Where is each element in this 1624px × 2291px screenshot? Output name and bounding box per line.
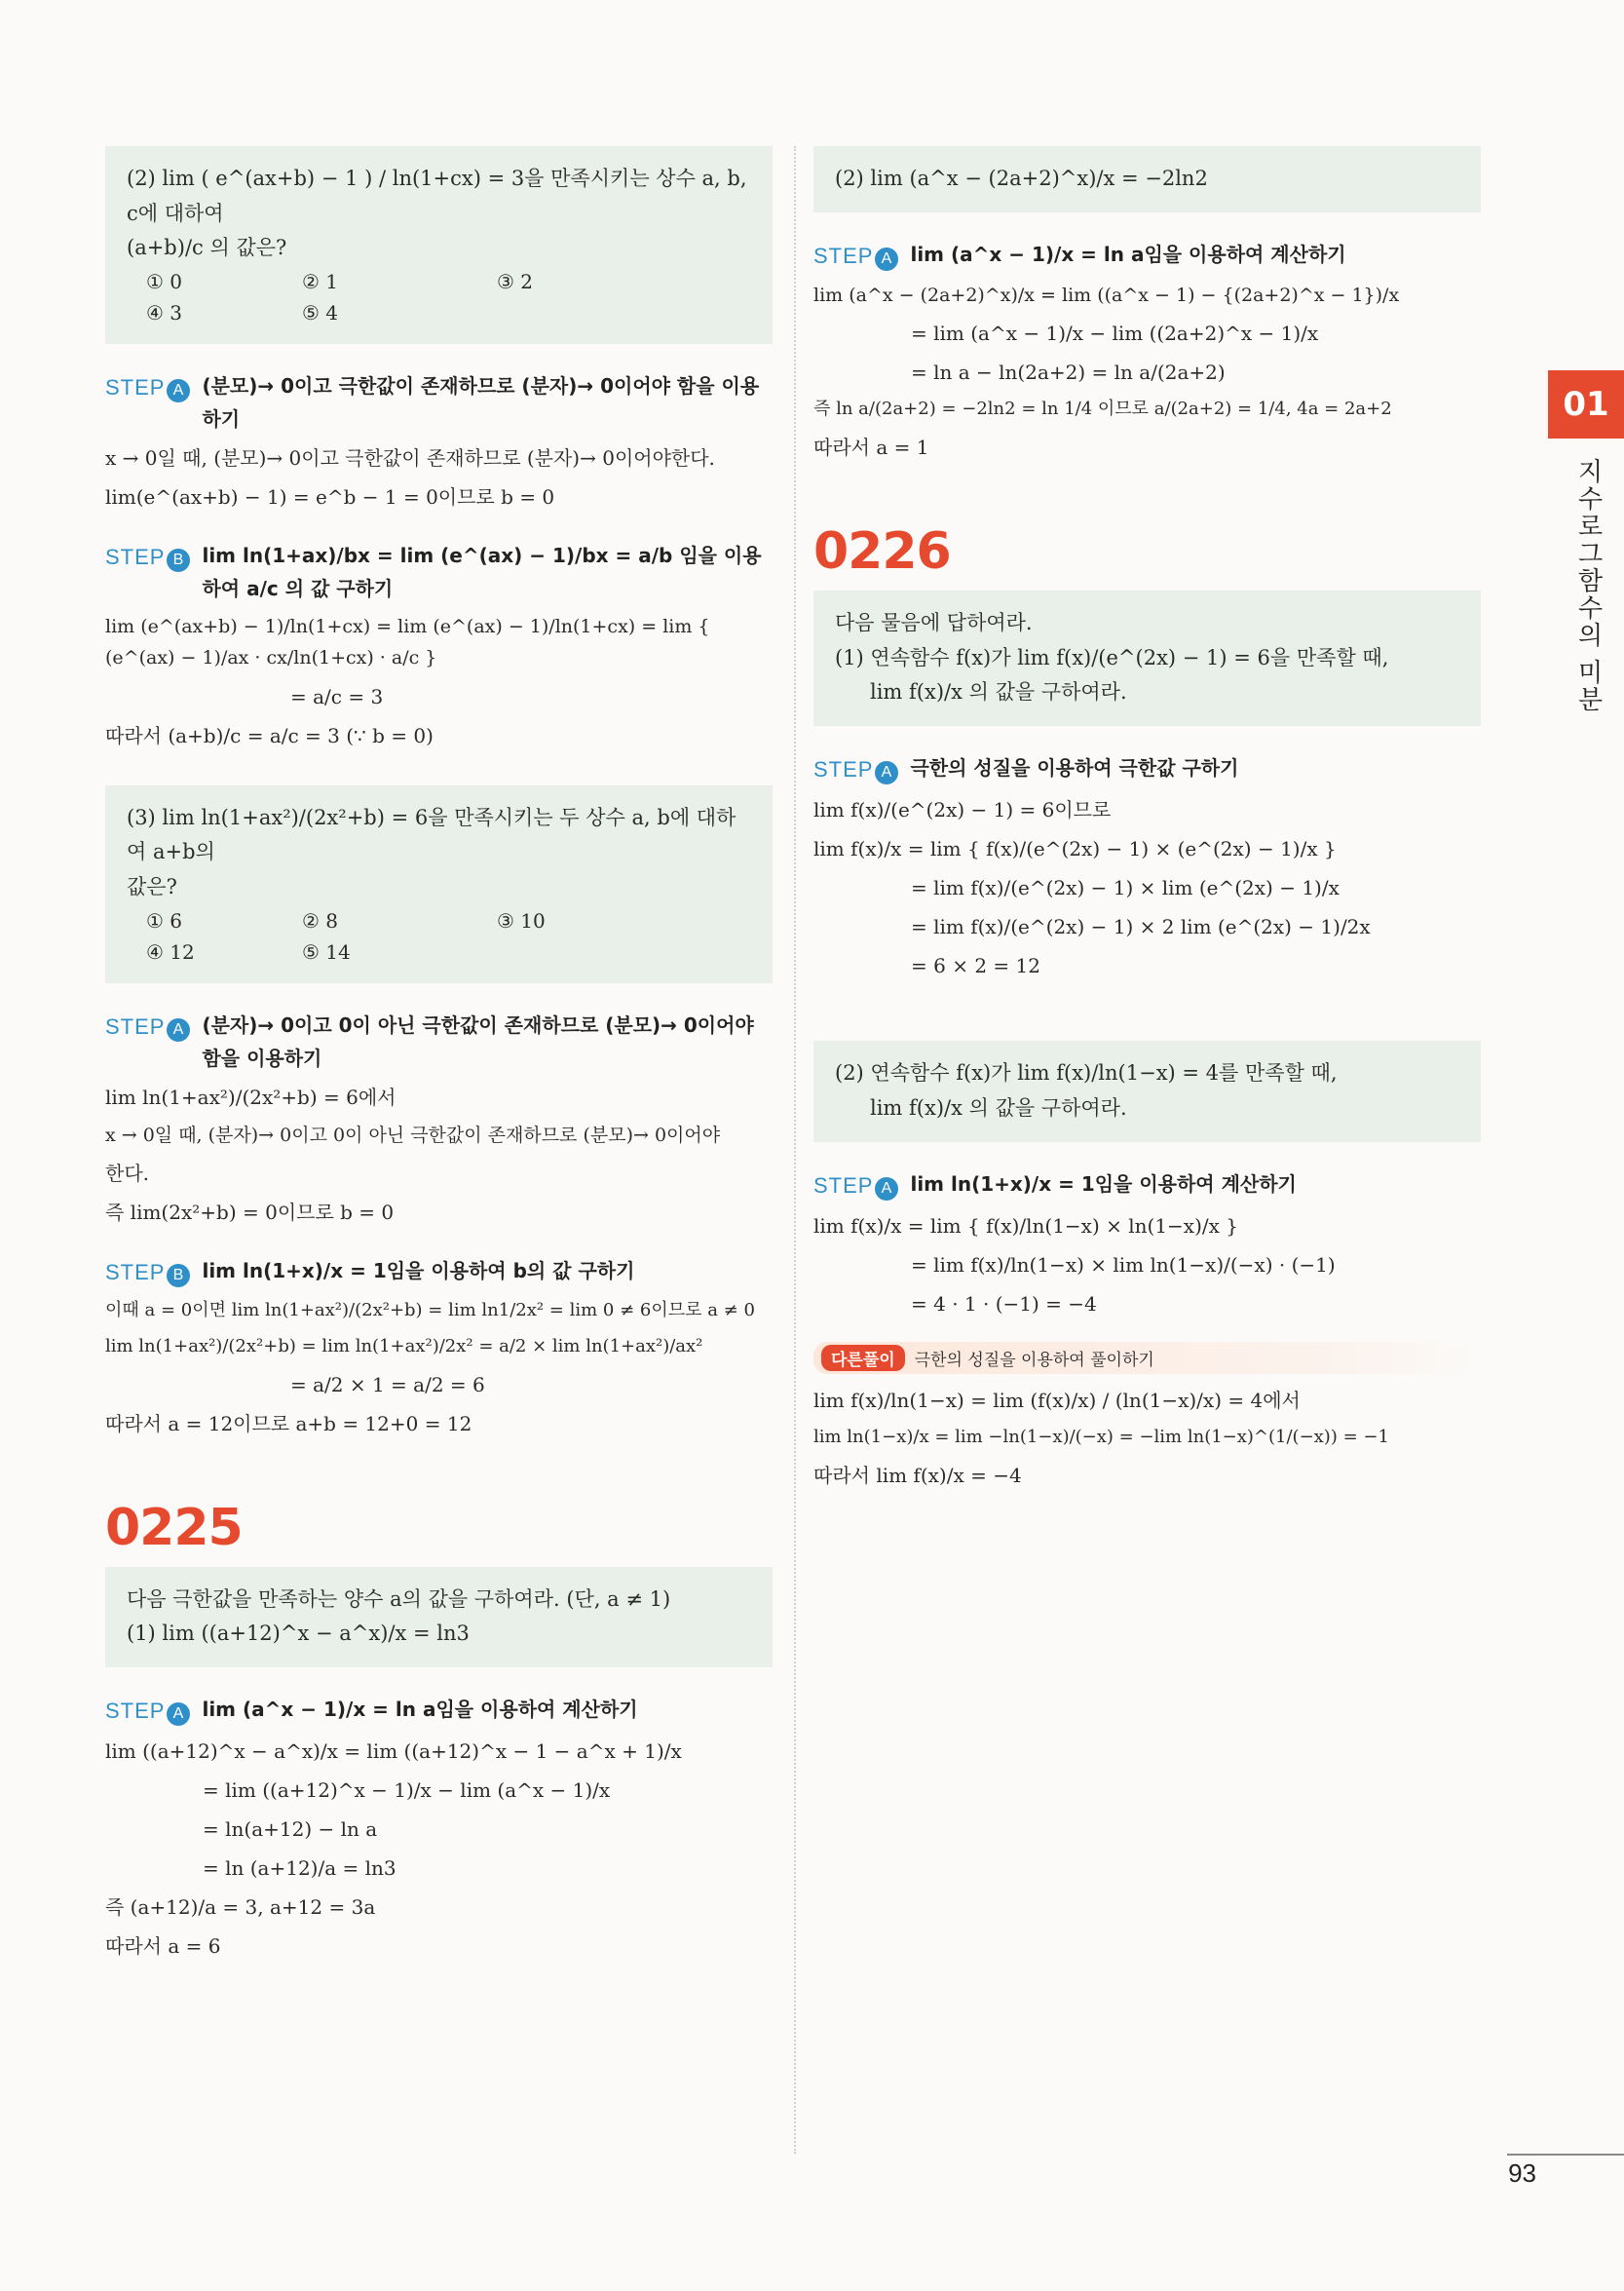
step-title: (분자)→ 0이고 0이 아닌 극한값이 존재하므로 (분모)→ 0이어야 함을 이용하기 [202,1012,754,1070]
choice-4: ④ 3 [146,301,183,325]
right-column [813,146,1481,1498]
alternative-solution-tag: 다른풀이 [821,1345,905,1371]
solution-line: = ln(a+12) − ln a [203,1817,378,1842]
solution-line: 한다. [105,1162,149,1186]
solution-line: lim f(x)/x = lim { f(x)/ln(1−x) × ln(1−x)/x } [813,1214,1238,1239]
solution-line: = ln a − ln(2a+2) = ln a/(2a+2) [911,361,1226,385]
solution-line: lim ln(1−x)/x = lim −ln(1−x)/(−x) = −lim ln(1−x)^(1/(−x)) = −1 [813,1427,1389,1448]
solution-line: = lim f(x)/ln(1−x) × lim ln(1−x)/(−x) · (−1) [911,1253,1336,1278]
conclusion-line: 따라서 (a+b)/c = a/c = 3 (∵ b = 0) [105,723,434,747]
step-title: lim ln(1+x)/x = 1임을 이용하여 계산하기 [910,1171,1297,1196]
step-title: lim ln(1+x)/x = 1임을 이용하여 b의 값 구하기 [202,1259,635,1283]
left-column [105,146,773,1968]
solution-line: lim f(x)/x = lim { f(x)/(e^(2x) − 1) × (e^(2x) − 1)/x } [813,837,1337,861]
question-text: (a+b)/c 의 값은? [127,236,287,260]
question-text: (1) 연속함수 f(x)가 lim f(x)/(e^(2x) − 1) = 6을 만족할 때, [835,645,1389,669]
page-number-rule [1507,2154,1624,2156]
conclusion-line: 따라서 a = 6 [105,1934,221,1959]
solution-line: = a/2 × 1 = a/2 = 6 [290,1372,485,1396]
step-label: STEP A [813,1167,898,1203]
step-title: (분모)→ 0이고 극한값이 존재하므로 (분자)→ 0이어야 함을 이용하기 [202,374,760,432]
choice-2: ② 8 [302,908,339,933]
solution-line: lim(e^(ax+b) − 1) = e^b − 1 = 0이므로 b = 0 [105,485,555,510]
step-label: STEP A [105,369,190,405]
solution-line: = a/c = 3 [290,684,384,708]
choice-2: ② 1 [302,270,339,294]
step-label: STEP B [105,539,190,575]
question-box-2 [813,146,1481,212]
solution-line: lim ln(1+ax²)/(2x²+b) = lim ln(1+ax²)/2x² = a/2 × lim ln(1+ax²)/ax² [105,1336,703,1356]
alternative-solution-title: 극한의 성질을 이용하여 풀이하기 [914,1351,1154,1371]
problem-number: 0225 [105,1498,243,1557]
solution-step-a [105,369,773,514]
choice-list [146,905,751,968]
conclusion-line: 따라서 a = 12이므로 a+b = 12+0 = 12 [105,1411,472,1435]
step-title: lim (a^x − 1)/x = ln a임을 이용하여 계산하기 [202,1697,638,1721]
question-text: 값은? [127,875,177,899]
conclusion-line: 따라서 lim f(x)/x = −4 [813,1463,1022,1487]
step-label: STEP A [105,1009,190,1045]
question-box-0226 [813,591,1481,726]
solution-line: lim (e^(ax+b) − 1)/ln(1+cx) = lim (e^(ax) − 1)/ln(1+cx) = lim { (e^(ax) − 1)/ax · cx/ln(1+cx) · a/c } [105,616,710,669]
solution-line: = ln (a+12)/a = ln3 [203,1856,397,1881]
choice-list [146,266,751,328]
question-text: 다음 물음에 답하여라. [835,610,1033,634]
question-box-3 [105,785,773,983]
solution-line: lim f(x)/ln(1−x) = lim (f(x)/x) / (ln(1−x)/x) = 4에서 [813,1389,1301,1413]
chapter-tab: 01 [1548,370,1624,439]
choice-5: ⑤ 4 [302,301,339,325]
step-title: 극한의 성질을 이용하여 극한값 구하기 [910,756,1239,781]
question-text: 다음 극한값을 만족하는 양수 a의 값을 구하여라. (단, a ≠ 1) [127,1586,671,1611]
choice-1: ① 0 [146,270,183,294]
step-label: STEP A [813,238,898,274]
solution-line: = lim ((a+12)^x − 1)/x − lim (a^x − 1)/x [203,1778,611,1803]
solution-line: x → 0일 때, (분자)→ 0이고 0이 아닌 극한값이 존재하므로 (분모)→ 0이어야 [105,1124,721,1146]
question-text: (2) lim (a^x − (2a+2)^x)/x = −2ln2 [835,167,1208,190]
solution-step-a [813,1167,1481,1320]
question-text: (2) lim ( e^(ax+b) − 1 ) / ln(1+cx) = 3을 만족시키는 상수 a, b, c에 대하여 [127,167,747,225]
solution-step-a [105,1009,773,1229]
solution-line: lim ((a+12)^x − a^x)/x = lim ((a+12)^x − 1 − a^x + 1)/x [105,1739,682,1764]
problem-number: 0226 [813,521,951,581]
solution-line: 이때 a = 0이면 lim ln(1+ax²)/(2x²+b) = lim ln1/2x² = lim 0 ≠ 6이므로 a ≠ 0 [105,1300,755,1321]
column-divider [794,146,796,2154]
question-box-0225 [105,1567,773,1667]
question-text: (1) lim ((a+12)^x − a^x)/x = ln3 [127,1622,470,1646]
solution-line: lim f(x)/(e^(2x) − 1) = 6이므로 [813,798,1112,822]
solution-line: 즉 (a+12)/a = 3, a+12 = 3a [105,1895,376,1920]
solution-step-b [105,539,773,752]
solution-step-a [105,1693,773,1963]
solution-line: 즉 ln a/(2a+2) = −2ln2 = ln 1/4 이므로 a/(2a+2) = 1/4, 4a = 2a+2 [813,399,1392,420]
conclusion-line: = 4 · 1 · (−1) = −4 [911,1292,1097,1317]
chapter-title: 지수로그함수의 미분 [1573,458,1603,714]
solution-line: x → 0일 때, (분모)→ 0이고 극한값이 존재하므로 (분자)→ 0이어야한다. [105,446,715,471]
solution-line: = lim f(x)/(e^(2x) − 1) × lim (e^(2x) − 1)/x [911,876,1340,900]
step-label: STEP B [105,1254,190,1290]
choice-1: ① 6 [146,908,183,933]
conclusion-line: = 6 × 2 = 12 [911,954,1040,978]
conclusion-line: 따라서 a = 1 [813,435,929,459]
question-text: (3) lim ln(1+ax²)/(2x²+b) = 6을 만족시키는 두 상수 a, b에 대하여 a+b의 [127,805,736,864]
choice-3: ③ 10 [497,908,546,933]
solution-line: 즉 lim(2x²+b) = 0이므로 b = 0 [105,1201,395,1225]
question-text: lim f(x)/x 의 값을 구하여라. [870,680,1127,705]
solution-step-b [105,1254,773,1440]
page-number: 93 [1508,2158,1536,2188]
choice-5: ⑤ 14 [302,939,351,964]
step-label: STEP A [813,751,898,787]
solution-line: lim (a^x − (2a+2)^x)/x = lim ((a^x − 1) − {(2a+2)^x − 1})/x [813,285,1400,307]
question-box-0226-2 [813,1041,1481,1141]
solution-line: = lim f(x)/(e^(2x) − 1) × 2 lim (e^(2x) − 1)/2x [911,915,1371,939]
question-text: (2) 연속함수 f(x)가 lim f(x)/ln(1−x) = 4를 만족할 때, [835,1061,1338,1086]
alternative-solution-banner [813,1342,1481,1374]
solution-line: = lim (a^x − 1)/x − lim ((2a+2)^x − 1)/x [911,322,1319,346]
choice-4: ④ 12 [146,939,195,964]
solution-step-a [813,238,1481,464]
step-title: lim (a^x − 1)/x = ln a임을 이용하여 계산하기 [910,242,1346,266]
alternative-solution [813,1384,1481,1492]
solution-line: lim ln(1+ax²)/(2x²+b) = 6에서 [105,1085,397,1109]
question-text: lim f(x)/x 의 값을 구하여라. [870,1096,1127,1121]
step-label: STEP A [105,1693,190,1729]
step-title: lim ln(1+ax)/bx = lim (e^(ax) − 1)/bx = a/b 임을 이용하여 a/c 의 값 구하기 [202,544,762,601]
solution-step-a [813,751,1481,982]
question-box-2 [105,146,773,344]
choice-3: ③ 2 [497,270,534,294]
